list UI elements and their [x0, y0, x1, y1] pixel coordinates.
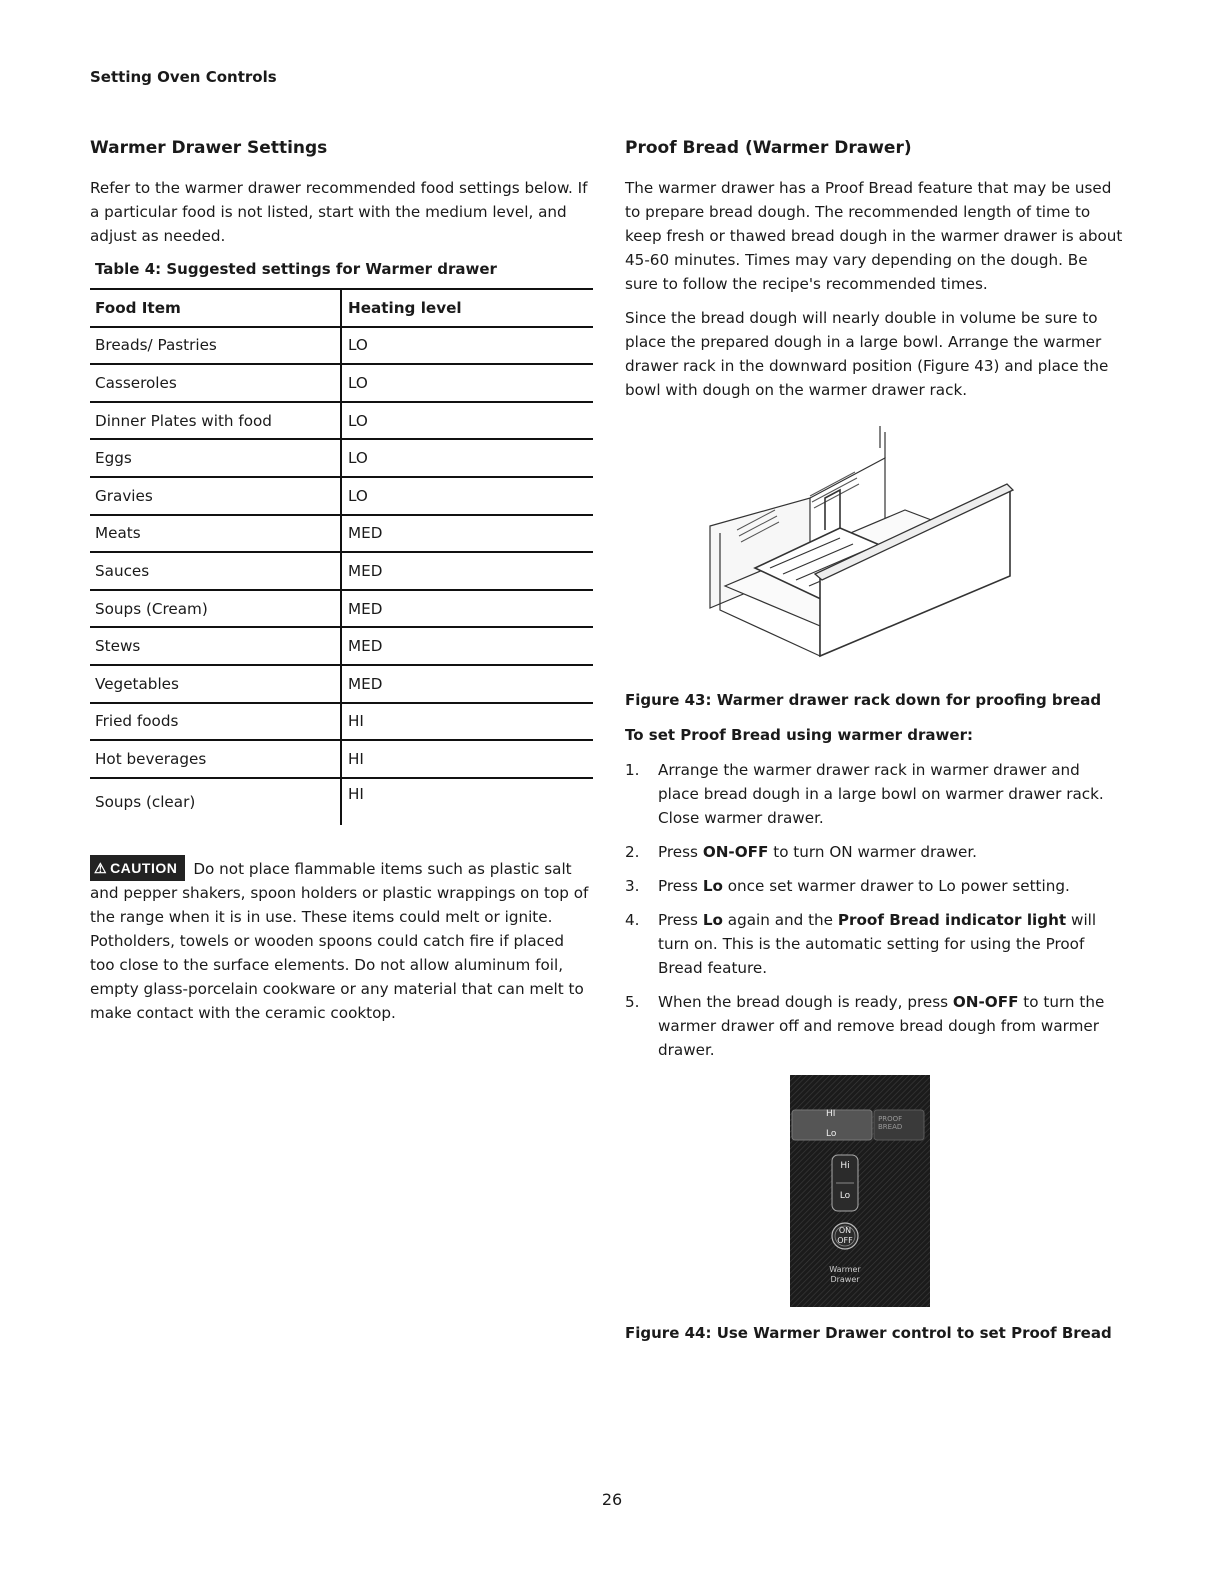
food-item-cell: Eggs — [90, 439, 341, 477]
table-row — [90, 477, 593, 515]
proof-bread-heading: Proof Bread (Warmer Drawer) — [625, 138, 912, 158]
step-number: 3. — [625, 877, 640, 895]
caution-badge — [90, 855, 185, 881]
figure-44-caption: Figure 44: Use Warmer Drawer control to set Proof Bread — [625, 1324, 1112, 1342]
heating-level-cell: HI — [341, 740, 593, 778]
heating-level-cell: MED — [341, 515, 593, 553]
step-text: will turn on. This is the automatic setting for using the Proof Bread feature. — [658, 911, 1097, 977]
step-2 — [625, 840, 1125, 864]
warmer-intro-text: Refer to the warmer drawer recommended food settings below. If a particular food is not listed, start with the medium level, and adjust as needed. — [90, 179, 588, 245]
caution-block — [90, 855, 590, 1025]
table-row — [90, 439, 593, 477]
page-number: 26 — [601, 1490, 623, 1509]
heating-level-cell: LO — [341, 402, 593, 440]
heating-level-cell: LO — [341, 439, 593, 477]
panel-on-off-button[interactable] — [832, 1226, 858, 1246]
table-row — [90, 552, 593, 590]
food-item-cell: Meats — [90, 515, 341, 553]
panel-warmer-drawer-label — [820, 1265, 870, 1285]
heating-level-cell: HI — [341, 703, 593, 741]
proof-label-line-1: PROOF — [878, 1115, 903, 1123]
step-3 — [625, 874, 1125, 898]
table-caption: Table 4: Suggested settings for Warmer drawer — [95, 260, 497, 278]
food-item-cell: Soups (Cream) — [90, 590, 341, 628]
panel-hi-indicator: HI — [826, 1109, 836, 1119]
food-item-cell: Vegetables — [90, 665, 341, 703]
proof-bread-para-2: Since the bread dough will nearly double in volume be sure to place the prepared dough in a large bowl. Arrange the warmer drawer rack in the downward position (Figure 43) and place the bowl with dough on the warmer drawer rack. — [625, 309, 1109, 399]
step-text: to turn the warmer drawer off and remove bread dough from warmer drawer. — [658, 993, 1105, 1059]
proof-bread-para-1: The warmer drawer has a Proof Bread feature that may be used to prepare bread dough. The recommended length of time to keep fresh or thawed bread dough in the warmer drawer is about 45-60 minutes. Times may vary depending on the dough. Be sure to follow the recipe's recommended times. — [625, 179, 1123, 293]
step-text: When the bread dough is ready, press — [658, 993, 953, 1011]
food-item-cell: Fried foods — [90, 703, 341, 741]
heating-level-cell: LO — [341, 327, 593, 365]
step-4 — [625, 908, 1125, 980]
step-text: to turn ON warmer drawer. — [768, 843, 978, 861]
settings-table — [90, 288, 593, 825]
step-number: 5. — [625, 993, 640, 1011]
column-header-heating-level: Heating level — [341, 289, 593, 327]
on-off-key-label: ON-OFF — [952, 993, 1019, 1011]
right-column — [625, 138, 1125, 1072]
steps-heading: To set Proof Bread using warmer drawer: — [625, 726, 973, 744]
table-row — [90, 515, 593, 553]
table-row — [90, 703, 593, 741]
panel-lo-button[interactable]: Lo — [839, 1191, 851, 1201]
step-5 — [625, 990, 1125, 1062]
drawer-label: Drawer — [830, 1275, 860, 1284]
table-row — [90, 627, 593, 665]
heating-level-cell: MED — [341, 552, 593, 590]
heating-level-cell: LO — [341, 364, 593, 402]
proof-bread-indicator-label: Proof Bread indicator light — [837, 911, 1067, 929]
step-number: 4. — [625, 911, 640, 929]
warmer-drawer-illustration — [625, 418, 1125, 688]
step-text: Press — [658, 877, 703, 895]
left-column — [90, 138, 590, 1025]
table-row — [90, 740, 593, 778]
food-item-cell: Gravies — [90, 477, 341, 515]
heating-level-cell: MED — [341, 590, 593, 628]
lo-key-label: Lo — [702, 911, 723, 929]
on-label: ON — [838, 1226, 852, 1235]
panel-hi-button[interactable]: Hi — [840, 1161, 850, 1171]
heating-level-cell: LO — [341, 477, 593, 515]
food-item-cell: Dinner Plates with food — [90, 402, 341, 440]
proof-bread-steps — [625, 758, 1125, 1062]
food-item-cell: Stews — [90, 627, 341, 665]
lo-key-label: Lo — [702, 877, 723, 895]
figure-43-caption: Figure 43: Warmer drawer rack down for proofing bread — [625, 691, 1102, 709]
table-row — [90, 327, 593, 365]
section-header: Setting Oven Controls — [90, 68, 277, 86]
figure-43 — [625, 418, 1125, 688]
food-item-cell: Hot beverages — [90, 740, 341, 778]
table-row — [90, 402, 593, 440]
step-text: Arrange the warmer drawer rack in warmer drawer and place bread dough in a large bowl on warmer drawer rack. Close warmer drawer. — [658, 761, 1104, 827]
step-text: once set warmer drawer to Lo power setting. — [722, 877, 1070, 895]
panel-proof-indicator — [878, 1115, 902, 1131]
table-row — [90, 665, 593, 703]
step-number: 2. — [625, 843, 640, 861]
caution-badge-label: CAUTION — [110, 859, 178, 876]
step-text: Press — [658, 843, 703, 861]
on-off-key-label: ON-OFF — [702, 843, 769, 861]
caution-text: Do not place flammable items such as plastic salt and pepper shakers, spoon holders or plastic wrappings on top of the range when it is in use. These items could melt or ignite. Potholders, towels or wooden spoons could catch fire if placed too close to the surface elements. Do not allow aluminum foil, empty glass-porcelain cookware or any material that can melt to make contact with the ceramic cooktop. — [90, 859, 589, 1022]
food-item-cell: Casseroles — [90, 364, 341, 402]
heating-level-cell: MED — [341, 627, 593, 665]
step-text: Press — [658, 911, 703, 929]
column-header-food-item: Food Item — [90, 289, 341, 327]
panel-lo-indicator: Lo — [826, 1129, 837, 1139]
warning-icon: ⚠ — [94, 859, 108, 876]
food-item-cell: Soups (clear) — [90, 778, 341, 825]
food-item-cell: Sauces — [90, 552, 341, 590]
warmer-label: Warmer — [829, 1265, 861, 1274]
table-row — [90, 364, 593, 402]
food-item-cell: Breads/ Pastries — [90, 327, 341, 365]
warmer-drawer-settings-heading: Warmer Drawer Settings — [90, 138, 328, 158]
proof-label-line-2: BREAD — [878, 1123, 903, 1131]
table-header-row — [90, 289, 593, 327]
step-text: again and the — [722, 911, 838, 929]
step-number: 1. — [625, 761, 640, 779]
table-row — [90, 590, 593, 628]
heating-level-cell: HI — [341, 778, 593, 825]
table-row — [90, 778, 593, 825]
step-1 — [625, 758, 1125, 830]
heating-level-cell: MED — [341, 665, 593, 703]
off-label: OFF — [837, 1236, 853, 1245]
figure-44 — [790, 1075, 930, 1307]
